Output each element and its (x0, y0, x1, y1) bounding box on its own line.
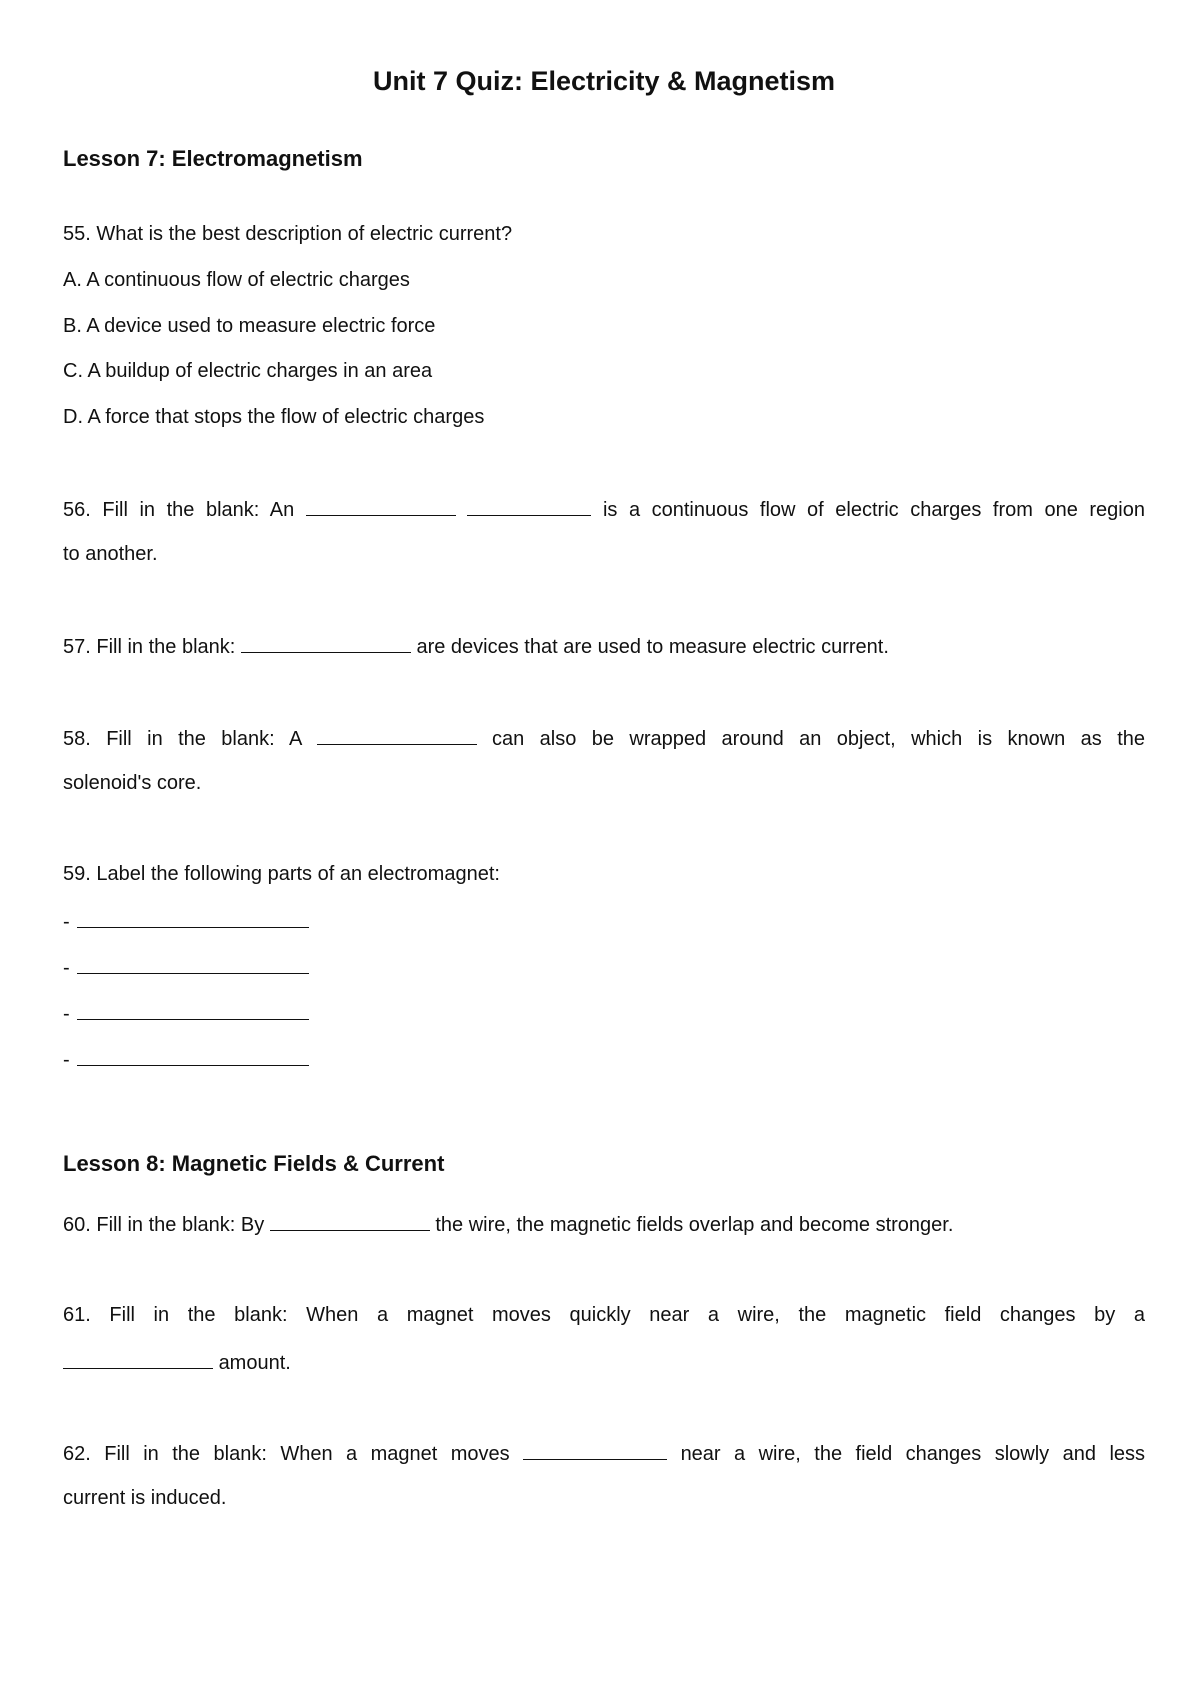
page-title: Unit 7 Quiz: Electricity & Magnetism (372, 66, 836, 96)
lesson-7-heading: Lesson 7: Electromagnetism (63, 146, 363, 171)
q59-blank-2[interactable] (77, 955, 309, 974)
q62-continuation: current is induced. (63, 1487, 227, 1509)
option-a: A. A continuous flow of electric charges (63, 269, 410, 291)
question-62 (63, 1441, 1145, 1466)
q62-suffix: near a wire, the field changes slowly and less (680, 1443, 1146, 1465)
lesson-8-heading: Lesson 8: Magnetic Fields & Current (63, 1151, 445, 1176)
q58-continuation: solenoid's core. (63, 772, 202, 794)
q59-label-line-4 (63, 1047, 1145, 1072)
q58-blank[interactable] (317, 726, 477, 745)
q59-bullet: - (63, 1003, 70, 1025)
q56-suffix: is a continuous flow of electric charges from one region (602, 499, 1145, 521)
q62-prefix: 62. Fill in the blank: When a magnet moves (63, 1443, 510, 1465)
q56-continuation: to another. (63, 543, 158, 565)
q59-bullet: - (63, 1049, 70, 1071)
q56-blank-2[interactable] (467, 497, 591, 516)
question-58 (63, 726, 1145, 751)
q56-prefix: 56. Fill in the blank: An (63, 499, 295, 521)
question-57 (63, 634, 1145, 659)
option-b: B. A device used to measure electric force (63, 315, 436, 337)
question-60 (63, 1212, 1145, 1237)
q60-suffix: the wire, the magnetic fields overlap and become stronger. (435, 1214, 954, 1236)
question-55: 55. What is the best description of electric current? (63, 223, 513, 245)
q59-blank-1[interactable] (77, 909, 309, 928)
q56-blank-1[interactable] (306, 497, 456, 516)
q61-suffix: amount. (218, 1352, 291, 1374)
q57-prefix: 57. Fill in the blank: (63, 636, 236, 658)
q62-blank[interactable] (523, 1441, 667, 1460)
q59-bullet: - (63, 911, 70, 933)
question-61: 61. Fill in the blank: When a magnet moves quickly near a wire, the magnetic field changes by a (63, 1304, 1145, 1326)
option-c: C. A buildup of electric charges in an area (63, 360, 433, 382)
q59-blank-3[interactable] (77, 1001, 309, 1020)
q60-prefix: 60. Fill in the blank: By (63, 1214, 265, 1236)
q59-bullet: - (63, 957, 70, 979)
q61-blank[interactable] (63, 1350, 213, 1369)
q59-label-line-3 (63, 1001, 1145, 1026)
question-59: 59. Label the following parts of an electromagnet: (63, 863, 500, 885)
option-d: D. A force that stops the flow of electric charges (63, 406, 485, 428)
q57-blank[interactable] (241, 634, 411, 653)
q59-blank-4[interactable] (77, 1047, 309, 1066)
q59-label-line-1 (63, 909, 1145, 934)
q60-blank[interactable] (270, 1212, 430, 1231)
q59-label-line-2 (63, 955, 1145, 980)
q58-suffix: can also be wrapped around an object, which is known as the (492, 728, 1146, 750)
q57-suffix: are devices that are used to measure electric current. (416, 636, 889, 658)
q61-continuation (63, 1350, 1145, 1375)
q58-prefix: 58. Fill in the blank: A (63, 728, 302, 750)
question-56 (63, 497, 1145, 522)
